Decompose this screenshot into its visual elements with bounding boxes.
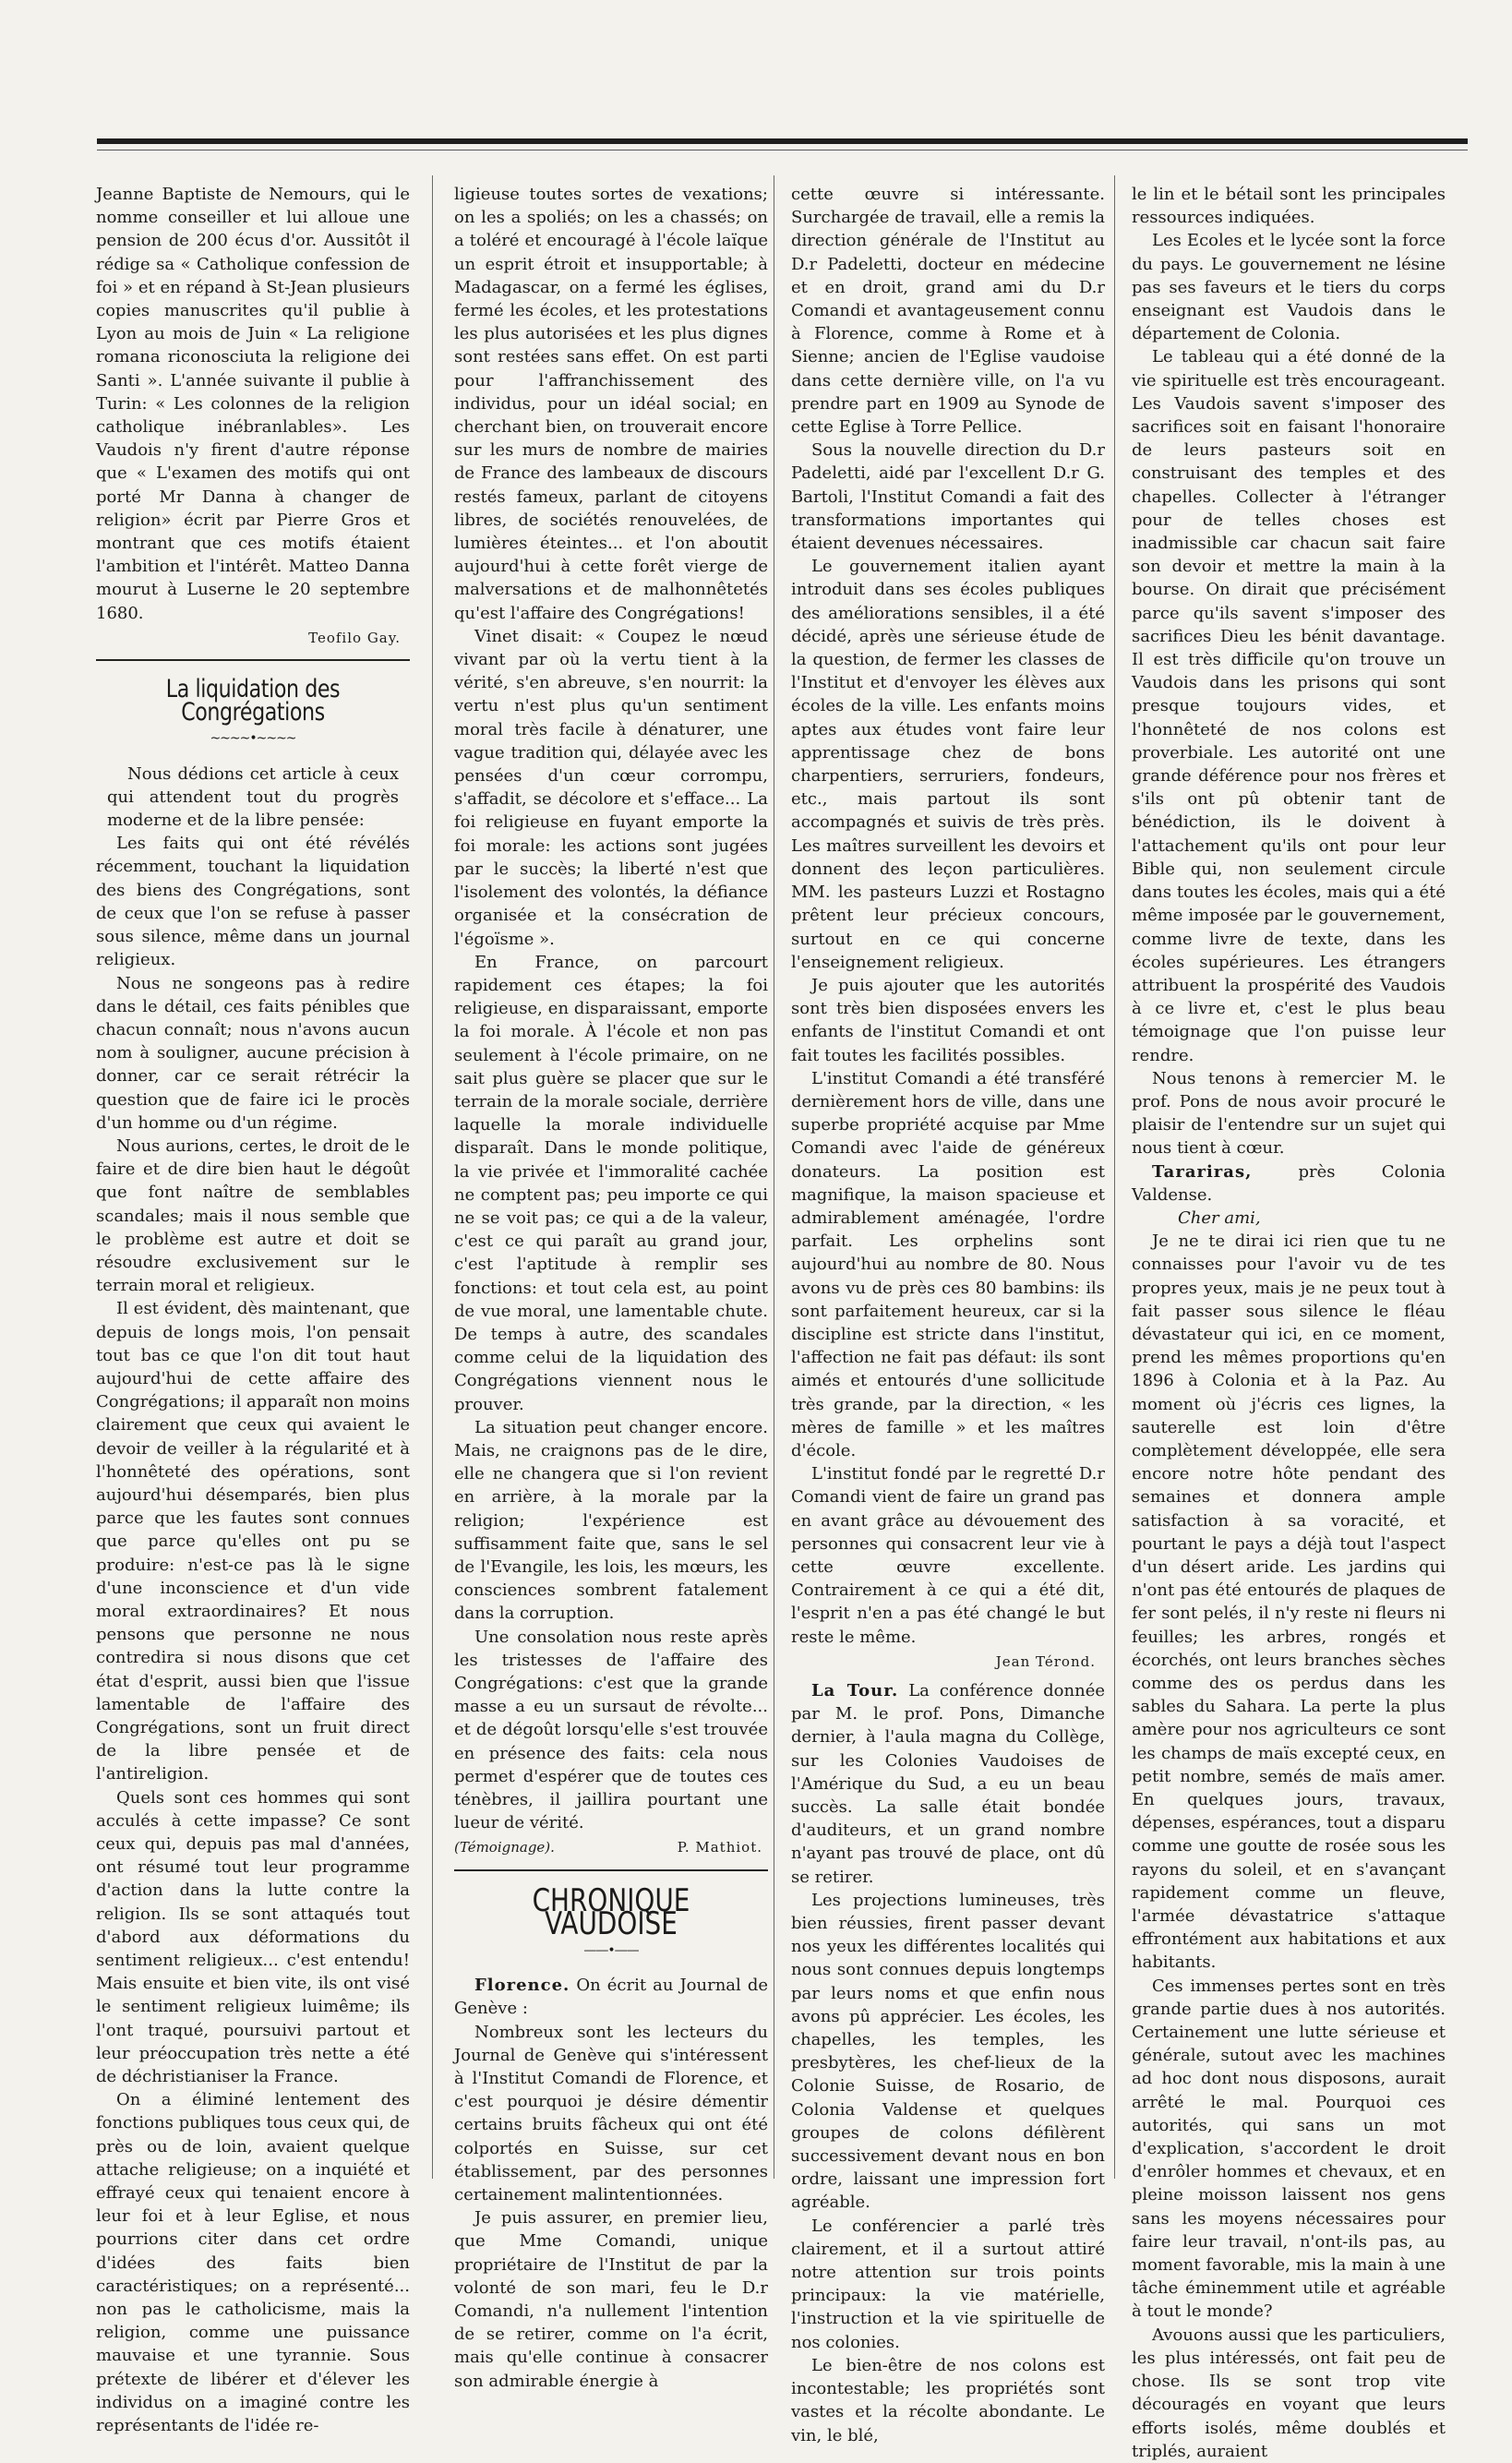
article-paragraph: Je ne te dirai ici rien que tu ne connaisses pour l'avoir vu de tes propres yeux, mais je ne peux tout à fait passer sous silence le fléau dévastateur qui ici, en ce moment, prend les mêmes proportions qu'en 1896 à Colonia et à la Paz. Au moment où j'écris ces lignes, la sauterelle est loin d'être complètement développée, elle sera encore notre hôte pendant des semaines et donnera ample satisfaction à sa voracité, et pourtant le pays a déjà tout l'aspect d'un désert aride. Les jardins qui n'ont pas été entourés de plaques de fer sont pelés, il n'y reste ni fleurs ni feuilles; les arbres, rongés et écorchés, ont leurs branches sèches comme des os perdus dans les sables du Sahara. La perte la plus amère pour nos agriculteurs ce sont les champs de maïs excepté ceux, en petit nombre, semés de maïs amer. En quelques jours, travaux, dépenses, espérances, tout a disparu comme une goutte de rosée sous les rayons du soleil, et en s'avançant rapidement comme un fleuve, l'armée dévastatrice s'attaque effrontément aux habitations et aux habitants. [1132, 1232, 1446, 1973]
article-paragraph: Le bien-être de nos colons est incontestable; les propriétés sont vastes et la récolte abondante. Le vin, le blé, [791, 2355, 1105, 2445]
author-signature: Jean Térond. [995, 1652, 1096, 1670]
article-paragraph: Le tableau qui a été donné de la vie spirituelle est très encourageant. Les Vaudois savent s'imposer des sacrifices soit en faisant l'honoraire de leurs pasteurs soit en construisant des temples et des chapelles. Collecter à l'étranger pour de telles choses est inadmissible car chacun sait faire son devoir et mettre la main à la bourse. On dirait que précisément parce qu'ils savent s'imposer des sacrifices Dieu les bénit davantage. Il est très difficile qu'on trouve un Vaudois dans les prisons qui sont presque toujours vides, et l'honnêteté de nos colons est proverbiale. Les autorité ont une grande déférence pour nos frères et s'ils ont pû obtenir tant de bénédiction, ils le doivent à l'attachement qu'ils ont pour leur Bible qui, non seulement circule dans toutes les écoles, mais qui a été même imposée par le gouvernement, comme livre de texte, dans les écoles supérieures. Les étrangers attribuent la prospérité des Vaudois à ce livre et, c'est le plus beau témoignage que l'on puisse leur rendre. [1132, 347, 1446, 1065]
source-label: (Témoignage). [454, 1839, 555, 1856]
article-paragraph: Vinet disait: « Coupez le nœud vivant par où la vertu tient à la vérité, s'en abreuve, s'en nourrit: la vertu n'est plus qu'un sentiment moral très facile à dénaturer, une vague tradition qui, délayée avec les pensées d'un cœur corrompu, s'affadit, se décolore et s'efface... La foi religieuse en fuyant emporte la foi morale: les actions sont jugées par le succès; la liberté n'est que l'isolement des volontés, la défiance organisée et la consécration de l'égoïsme ». [454, 626, 768, 949]
article-paragraph: Sous la nouvelle direction du D.r Padeletti, aidé par l'excellent D.r G. Bartoli, l'Institut Comandi a fait des transformations importantes qui étaient devenues nécessaires. [791, 440, 1105, 554]
paragraph-text: La conférence donnée par M. le prof. Pons, Dimanche dernier, à l'aula magna du Collège, sur les Colonies Vaudoises de l'Amérique du Sud, a eu un beau succès. La salle était bondée d'auditeurs, et un grand nombre n'ayant pas trouvé de place, ont dû se retirer. [791, 1681, 1106, 1887]
column-3 [791, 183, 1106, 2445]
column-1 [96, 183, 410, 2436]
article-paragraph [1132, 1160, 1446, 1207]
ornament-divider: ~~~~•~~~~ [210, 731, 296, 747]
article-paragraph: L'institut Comandi a été transféré dernièrement hors de ville, dans une superbe propriété acquise par Mme Comandi avec l'aide de généreux donateurs. La position est magnifique, la maison spacieuse et admirablement aménagée, l'ordre parfait. Les orphelins sont aujourd'hui au nombre de 80. Nous avons vu de près ces 80 bambins: ils sont parfaitement heureux, car si la discipline est stricte dans l'institut, l'affection ne fait pas défaut: ils sont aimés et entourés d'une sollicitude très grande, par la direction, « les mères de famille » et les maîtres d'école. [791, 1068, 1105, 1460]
article-paragraph: Je puis assurer, en premier lieu, que Mme Comandi, unique propriétaire de l'Institut de par la volonté de son mari, feu le D.r Comandi, n'a nullement l'intention de se retirer, comme on l'a écrit, mais qu'elle continue à consacrer son admirable énergie à [454, 2208, 768, 2391]
dateline: Florence. [474, 1976, 570, 1996]
header-rule [97, 138, 1468, 144]
article-paragraph: Avouons aussi que les particuliers, les plus intéressés, ont fait peu de chose. Ils se sont trop vite découragés en voyant que leurs efforts isolés, même doublés et triplés, auraient [1132, 2325, 1446, 2461]
article-paragraph: Le conférencier a parlé très clairement, et il a surtout attiré notre attention sur trois points principaux: la vie matérielle, l'instruction et la vie spirituelle de nos colonies. [791, 2216, 1105, 2352]
article-paragraph: Ces immenses pertes sont en très grande partie dues à nos autorités. Certainement une lutte sérieuse et générale, sutout avec les machines ad hoc dont nous disposons, aurait arrêté le mal. Pourquoi ces autorités, qui sans un mot d'explication, s'accordent le droit d'enrôler hommes et chevaux, et en pleine moisson laissent nos gens sans les moyens nécessaires pour faire leur travail, n'ont-ils pas, au moment favorable, mis la main à une tâche éminemment utile et agréable à tout le monde? [1132, 1976, 1446, 2322]
article-paragraph [791, 1679, 1105, 1889]
article-paragraph: En France, on parcourt rapidement ces étapes; la foi religieuse, en disparaissant, emporte la foi morale. À l'école et non pas seulement à l'école primaire, on ne sait plus guère se placer que sur le terrain de la morale sociale, derrière laquelle la morale individuelle disparaît. Dans le monde politique, la vie privée et l'immoralité cachée ne comptent pas; peu importe ce qui ne se voit pas; ce qui a de la valeur, c'est ce qui paraît au grand jour, c'est l'aptitude à remplir ses fonctions: et tout cela est, au point de vue moral, une lamentable chute. De temps à autre, des scandales comme celui de la liquidation des Congrégations viennent nous le prouver. [454, 952, 768, 1414]
column-divider [1114, 175, 1115, 2179]
article-paragraph: le lin et le bétail sont les principales ressources indiquées. [1132, 185, 1446, 228]
column-2 [454, 183, 768, 2391]
article-paragraph: Quels sont ces hommes qui sont acculés à cette impasse? Ce sont ceux qui, depuis pas mal d'années, ont résumé tout leur programme d'action dans la lutte contre la religion. Ils se sont attaqués tout d'abord aux déformations du sentiment religieux... c'est entendu! Mais ensuite et bien vite, ils ont visé le sentiment religieux luimême; ils l'ont traqué, poursuivi partout et leur préoccupation très nette a été de déchristianiser la France. [96, 1787, 410, 2087]
article-paragraph: Nombreux sont les lecteurs du Journal de Genève qui s'intéressent à l'Institut Comandi de Florence, et c'est pourquoi je désire démentir certains bruits fâcheux qui ont été colportés en Suisse, sur cet établissement, par des personnes certainement malintentionnées. [454, 2022, 768, 2205]
article-paragraph: ligieuse toutes sortes de vexations; on les a spoliés; on les a chassés; on a toléré et encouragé à l'école laïque un esprit étroit et insupportable; à Madagascar, on a fermé les églises, fermé les écoles, et les protestations les plus autorisées et les plus dignes sont restées sans effet. On est parti pour l'affranchissement des individus, pour un idéal social; en cherchant bien, on trouverait encore sur les murs de nombre de mairies de France des lambeaux de discours restés fameux, parlant de citoyens libres, de sociétés renouvelées, de lumières éteintes... et l'on aboutit aujourd'hui à cette forêt vierge de malversations et de malhonnêtetés qu'est l'affaire des Congrégations! [454, 185, 768, 623]
article-paragraph: Les Ecoles et le lycée sont la force du pays. Le gouvernement ne lésine pas ses faveurs et le tiers du corps enseignant est Vaudois dans le département de Colonia. [1132, 231, 1446, 344]
article-paragraph: Nous aurions, certes, le droit de le faire et de dire bien haut le dégoût que font naître de semblables scandales; mais il nous semble que le problème est autre et doit se résoudre exclusivement sur le terrain moral et religieux. [96, 1135, 410, 1296]
article-paragraph: L'institut fondé par le regretté D.r Comandi vient de faire un grand pas en avant grâce au dévouement des personnes qui consacrent leur vie à cette œuvre excellente. Contrairement à ce qui a été dit, l'esprit n'en a pas été changé le but reste le même. [791, 1464, 1105, 1647]
article-paragraph: Les faits qui ont été révélés récemment, touchant la liquidation des biens des Congrégations, sont de ceux que l'on se refuse à passer sous silence, même dans un journal religieux. [96, 834, 410, 970]
dateline: La Tour. [811, 1681, 899, 1700]
author-signature: P. Mathiot. [677, 1839, 762, 1856]
author-signature: Teofilo Gay. [308, 629, 401, 646]
article-paragraph: Jeanne Baptiste de Nemours, qui le nomme conseiller et lui alloue une pension de 200 écus d'or. Aussitôt il rédige sa « Catholique confession de foi » et en répand à St-Jean plusieurs copies manuscrites qu'il publie à Lyon au mois de Juin « La religione romana riconosciuta la religione dei Santi ». L'année suivante il publie à Turin: « Les colonnes de la religion catholique inébranlables». Les Vaudois n'y firent d'autre réponse que « L'examen des motifs qui ont porté Mr Danna à changer de religion» écrit par Pierre Gros et montrant que ces motifs étaient l'ambition et l'intérêt. Matteo Danna mourut à Luserne le 20 septembre 1680. [96, 185, 410, 623]
paragraph-text: près Colonia Valdense. [1132, 1161, 1446, 1205]
article-paragraph: Il est évident, dès maintenant, que depuis de longs mois, l'on pensait tout bas ce que l'on dit tout haut aujourd'hui de cette affaire des Congrégations; il apparaît non moins clairement que ceux qui avaient le devoir de veiller à la régularité et à l'honnêteté des opérations, sont aujourd'hui désemparés, bien plus parce que les fautes sont connues que parce qu'elles ont pu se produire: n'est-ce pas là le signe d'une inconscience et d'un vide moral extraordinaires? Et nous pensons que personne ne nous contredira si nous disons que cet état d'esprit, aussi bien que l'issue lamentable de l'affaire des Congrégations, sont un fruit direct de la libre pensée et de l'antireligion. [96, 1299, 410, 1784]
section-divider [96, 659, 410, 661]
article-paragraph: La situation peut changer encore. Mais, ne craignons pas de le dire, elle ne changera que si l'on revient en arrière, à la morale par la religion; l'expérience est suffisamment faite que, sans le sel de l'Evangile, les lois, les mœurs, les consciences sombrent fatalement dans la corruption. [454, 1417, 768, 1624]
dateline: Tarariras, [1152, 1161, 1253, 1182]
column-divider [432, 175, 433, 2179]
column-4 [1132, 183, 1446, 2461]
article-heading: La liquidation des Congrégations [165, 675, 341, 727]
article-paragraph: Nous tenons à remercier M. le prof. Pons de nous avoir procuré le plaisir de l'entendre sur un sujet qui nous tient à cœur. [1132, 1068, 1446, 1159]
article-paragraph: Le gouvernement italien ayant introduit dans ses écoles publiques des améliorations sensibles, il a été décidé, après une sérieuse étude de la question, de fermer les classes de l'Institut et d'envoyer les élèves aux écoles de la ville. Les enfants moins aptes aux études vont faire leur apprentissage chez de bons charpentiers, serruriers, fondeurs, etc., mais partout ils sont accompagnés et suivis de très près. Les maîtres surveillent les devoirs et donnent des leçon particulières. MM. les pasteurs Luzzi et Rostagno prêtent leur précieux concours, surtout en ce qui concerne l'enseignement religieux. [791, 557, 1105, 972]
article-paragraph: Je puis ajouter que les autorités sont très bien disposées envers les enfants de l'institut Comandi et ont fait toutes les facilités possibles. [791, 975, 1105, 1065]
letter-salutation: Cher ami, [1178, 1207, 1261, 1228]
paragraph-text: On écrit au Journal de Genève : [454, 1976, 768, 2019]
article-paragraph: Les projections lumineuses, très bien réussies, firent passer devant nos yeux les différentes localités qui nous sont connues depuis longtemps par leurs noms et que enfin nous avons pû apprécier. Les écoles, les chapelles, les temples, les presbytères, les chef-lieux de la Colonie Suisse, de Rosario, de Colonia Valdense et quelques groupes de colons défilèrent successivement devant nous en bon ordre, laissant une impression fort agréable. [791, 1890, 1105, 2213]
article-source-line [454, 1836, 762, 1859]
article-paragraph: On a éliminé lentement des fonctions publiques tous ceux qui, de près ou de loin, avaient quelque attache religieuse; on a inquiété et effrayé ceux qui tenaient encore à leur foi et à leur Eglise, et nous pourrions citer dans cet ordre d'idées des faits bien caractéristiques; on a représenté... non pas le catholicisme, mais la religion, comme une puissance mauvaise et une tyrannie. Sous prétexte de libérer et d'élever les individus on a imaginé contre les représentants de l'idée re- [96, 2090, 410, 2436]
article-paragraph: Nous ne songeons pas à redire dans le détail, ces faits pénibles que chacun connaît; nous n'avons aucun nom à souligner, aucune précision à donner, car ce serait rétrécir la question que de faire ici le procès d'un homme ou d'un régime. [96, 973, 410, 1133]
section-divider [454, 1869, 768, 1871]
article-intro: Nous dédions cet article à ceux qui attendent tout du progrès moderne et de la libre pensée: [107, 763, 399, 831]
article-paragraph: Une consolation nous reste après les tristesses de l'affaire des Congrégations: c'est que la grande masse a eu un sursaut de révolte... et de dégoût lorsqu'elle s'est trouvée en présence des faits: cela nous permet d'espérer que de toutes ces ténèbres, il jaillira pourtant une lueur de vérité. [454, 1627, 768, 1833]
ornament-divider: ——•—— [583, 1943, 639, 1959]
article-paragraph: cette œuvre si intéressante. Surchargée de travail, elle a remis la direction générale de l'Institut au D.r Padeletti, docteur en médecine et en droit, grand ami du D.r Comandi et avantageusement connu à Florence, comme à Rome et à Sienne; ancien de l'Eglise vaudoise dans cette dernière ville, on l'a vu prendre part en 1909 au Synode de cette Eglise à Torre Pellice. [791, 185, 1105, 438]
article-paragraph [454, 1974, 768, 2020]
section-heading: CHRONIQUE VAUDOISE [532, 1881, 690, 1942]
